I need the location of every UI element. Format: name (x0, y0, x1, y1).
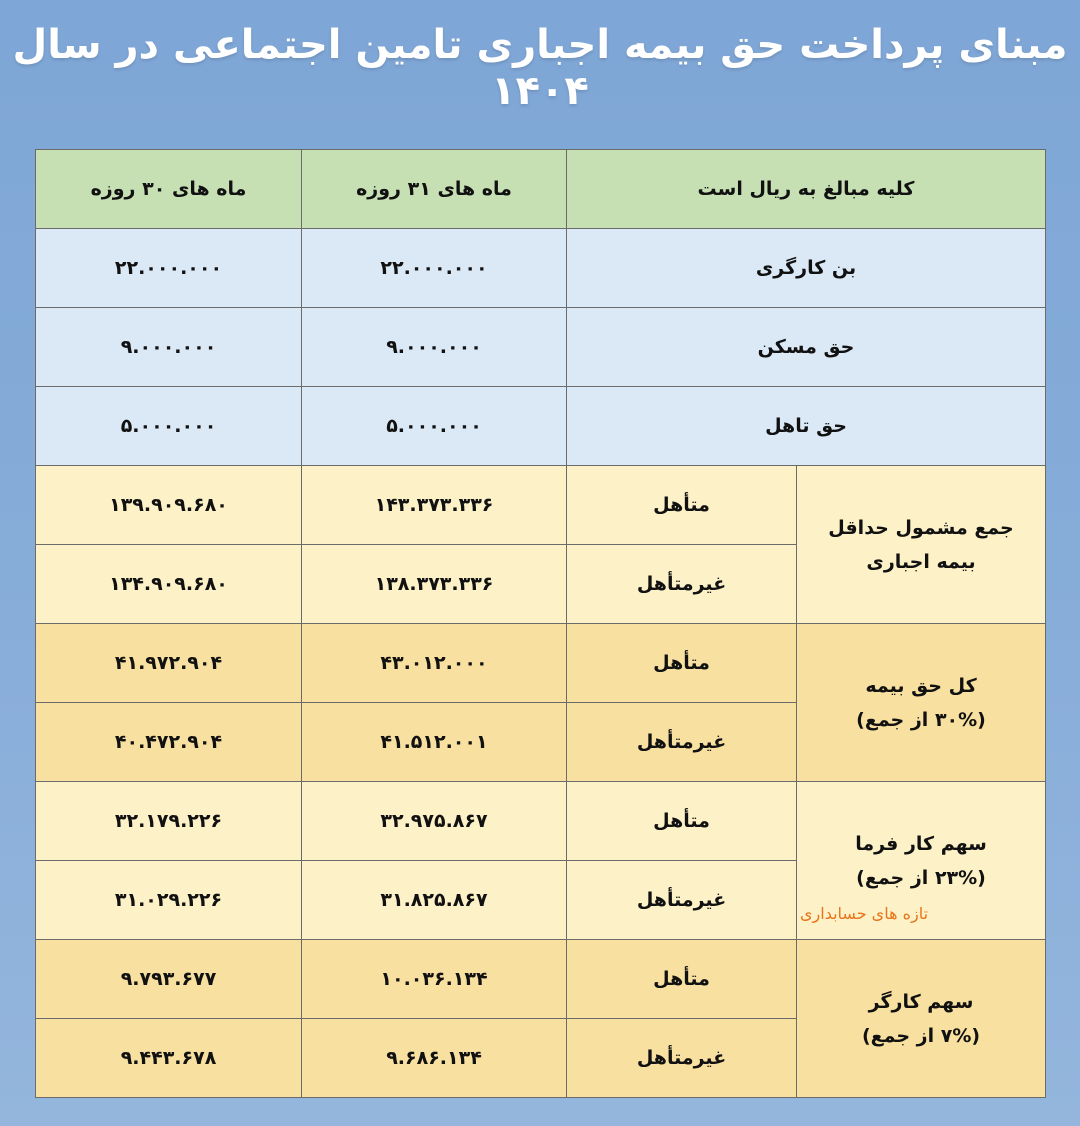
value-30: ۹.۰۰۰.۰۰۰ (36, 308, 302, 387)
header-col-31-days: ماه های ۳۱ روزه (302, 150, 567, 229)
married-label: متأهل (567, 782, 797, 861)
value-31: ۳۱.۸۲۵.۸۶۷ (302, 861, 567, 940)
married-label: متأهل (567, 940, 797, 1019)
group-label (797, 940, 1046, 1098)
single-label: غیرمتأهل (567, 545, 797, 624)
row-label: حق تاهل (567, 387, 1046, 466)
table-row (36, 387, 1046, 466)
value-30: ۵.۰۰۰.۰۰۰ (36, 387, 302, 466)
table-row (36, 229, 1046, 308)
married-label: متأهل (567, 466, 797, 545)
group-label-line1: سهم کار فرما (855, 832, 987, 855)
table-row (36, 466, 1046, 545)
group-label-line2: (۲۳% از جمع) (856, 866, 986, 889)
row-label: بن کارگری (567, 229, 1046, 308)
group-label-line1: سهم کارگر (868, 990, 974, 1013)
married-label: متأهل (567, 624, 797, 703)
group-label-line2: (۷% از جمع) (861, 1024, 981, 1047)
header-col-30-days: ماه های ۳۰ روزه (36, 150, 302, 229)
value-31: ۹.۰۰۰.۰۰۰ (302, 308, 567, 387)
value-30: ۳۲.۱۷۹.۲۲۶ (36, 782, 302, 861)
table-row (36, 940, 1046, 1019)
group-label-line1: جمع مشمول حداقل (828, 516, 1014, 539)
row-label: حق مسکن (567, 308, 1046, 387)
group-label-line1: کل حق بیمه (865, 674, 977, 697)
table-row (36, 782, 1046, 861)
single-label: غیرمتأهل (567, 703, 797, 782)
group-label (797, 466, 1046, 624)
value-30: ۴۰.۴۷۲.۹۰۴ (36, 703, 302, 782)
value-30: ۱۳۹.۹۰۹.۶۸۰ (36, 466, 302, 545)
value-30: ۴۱.۹۷۲.۹۰۴ (36, 624, 302, 703)
value-31: ۹.۶۸۶.۱۳۴ (302, 1019, 567, 1098)
value-30: ۳۱.۰۲۹.۲۲۶ (36, 861, 302, 940)
single-label: غیرمتأهل (567, 1019, 797, 1098)
value-31: ۴۳.۰۱۲.۰۰۰ (302, 624, 567, 703)
value-30: ۲۲.۰۰۰.۰۰۰ (36, 229, 302, 308)
value-31: ۳۲.۹۷۵.۸۶۷ (302, 782, 567, 861)
group-label-line2: (۳۰% از جمع) (856, 708, 986, 731)
group-label (797, 624, 1046, 782)
value-30: ۱۳۴.۹۰۹.۶۸۰ (36, 545, 302, 624)
value-31: ۴۱.۵۱۲.۰۰۱ (302, 703, 567, 782)
header-label: کلیه مبالغ به ریال است (567, 150, 1046, 229)
value-30: ۹.۴۴۳.۶۷۸ (36, 1019, 302, 1098)
value-31: ۱۴۳.۳۷۳.۳۳۶ (302, 466, 567, 545)
value-31: ۱۳۸.۳۷۳.۳۳۶ (302, 545, 567, 624)
value-31: ۵.۰۰۰.۰۰۰ (302, 387, 567, 466)
group-label-line2: بیمه اجباری (866, 550, 976, 573)
value-31: ۲۲.۰۰۰.۰۰۰ (302, 229, 567, 308)
table-header-row (36, 150, 1046, 229)
watermark-text: تازه های حسابداری (800, 904, 929, 923)
page-title: مبنای پرداخت حق بیمه اجباری تامین اجتماعی در سال ۱۴۰۴ (12, 22, 1068, 114)
single-label: غیرمتأهل (567, 861, 797, 940)
table-row (36, 624, 1046, 703)
value-31: ۱۰.۰۳۶.۱۳۴ (302, 940, 567, 1019)
value-30: ۹.۷۹۳.۶۷۷ (36, 940, 302, 1019)
insurance-table (35, 149, 1046, 1098)
table-row (36, 308, 1046, 387)
